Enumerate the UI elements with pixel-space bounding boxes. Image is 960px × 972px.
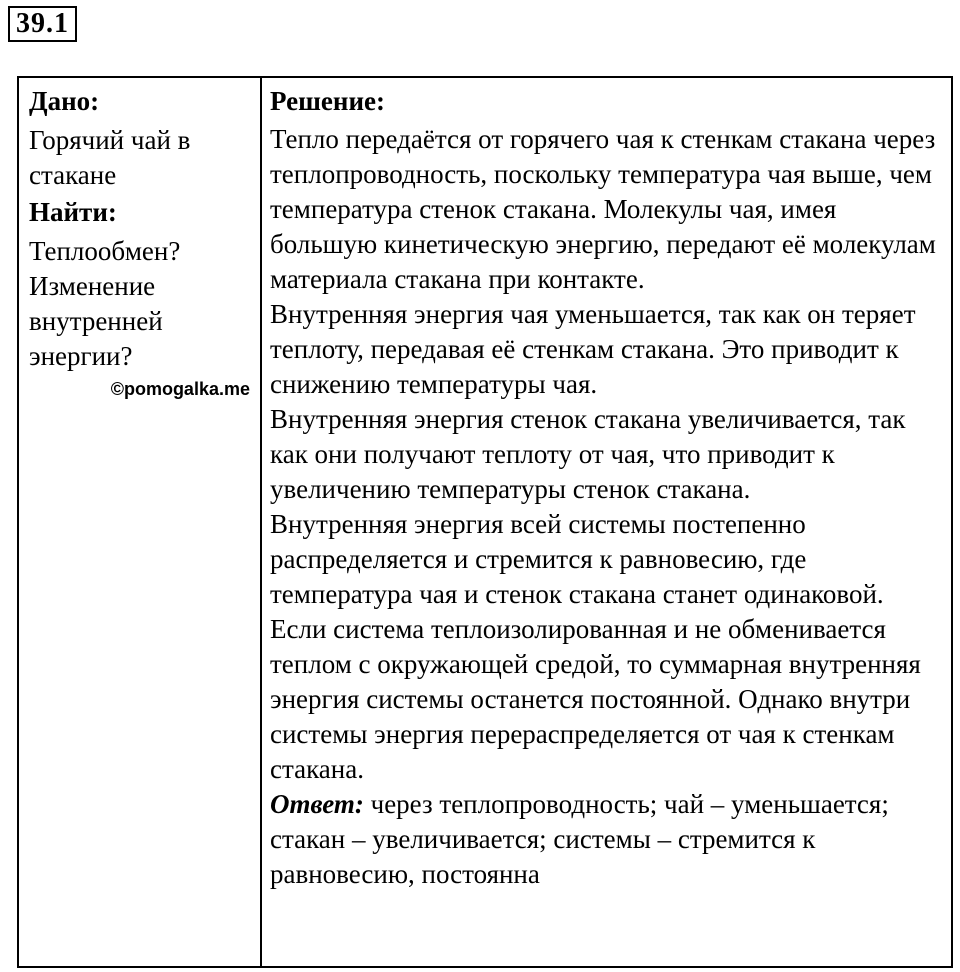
solution-paragraph: Внутренняя энергия стенок стакана увеличивается, так как они получают теплоту от чая, что приводит к увеличению температуры стенок стакана. (270, 404, 906, 504)
solution-cell (261, 77, 952, 967)
task-table (17, 76, 953, 968)
given-cell (18, 77, 261, 967)
solution-paragraph: Тепло передаётся от горячего чая к стенкам стакана через теплопроводность, поскольку температура чая выше, чем температура стенок стакана. Молекулы чая, имея большую кинетическую энергию, передают её молекулам материала стакана при контакте. (270, 124, 936, 294)
watermark-text: ©pomogalka.me (110, 379, 250, 399)
find-text: Теплообмен? Изменение внутренней энергии? (29, 236, 181, 371)
solution-paragraph: Внутренняя энергия чая уменьшается, так как он теряет теплоту, передавая её стенкам стакана. Это приводит к снижению температуры чая. (270, 299, 916, 399)
solution-paragraph: Внутренняя энергия всей системы постепенно распределяется и стремится к равновесию, где температура чая и стенок стакана станет одинаковой. Если система теплоизолированная и не обменивается теплом с окружающей средой, то суммарная внутренняя энергия системы останется постоянной. Однако внутри системы энергия перераспределяется от чая к стенкам стакана. (270, 509, 921, 784)
answer-line (270, 787, 945, 892)
find-heading: Найти: (29, 197, 117, 227)
answer-label: Ответ: (270, 789, 364, 819)
given-heading: Дано: (29, 86, 100, 116)
answer-text: через теплопроводность; чай – уменьшается; стакан – увеличивается; системы – стремится к равновесию, постоянна (270, 789, 889, 889)
solution-heading: Решение: (270, 86, 385, 116)
given-text: Горячий чай в стакане (29, 125, 191, 190)
problem-number: 39.1 (8, 6, 77, 42)
